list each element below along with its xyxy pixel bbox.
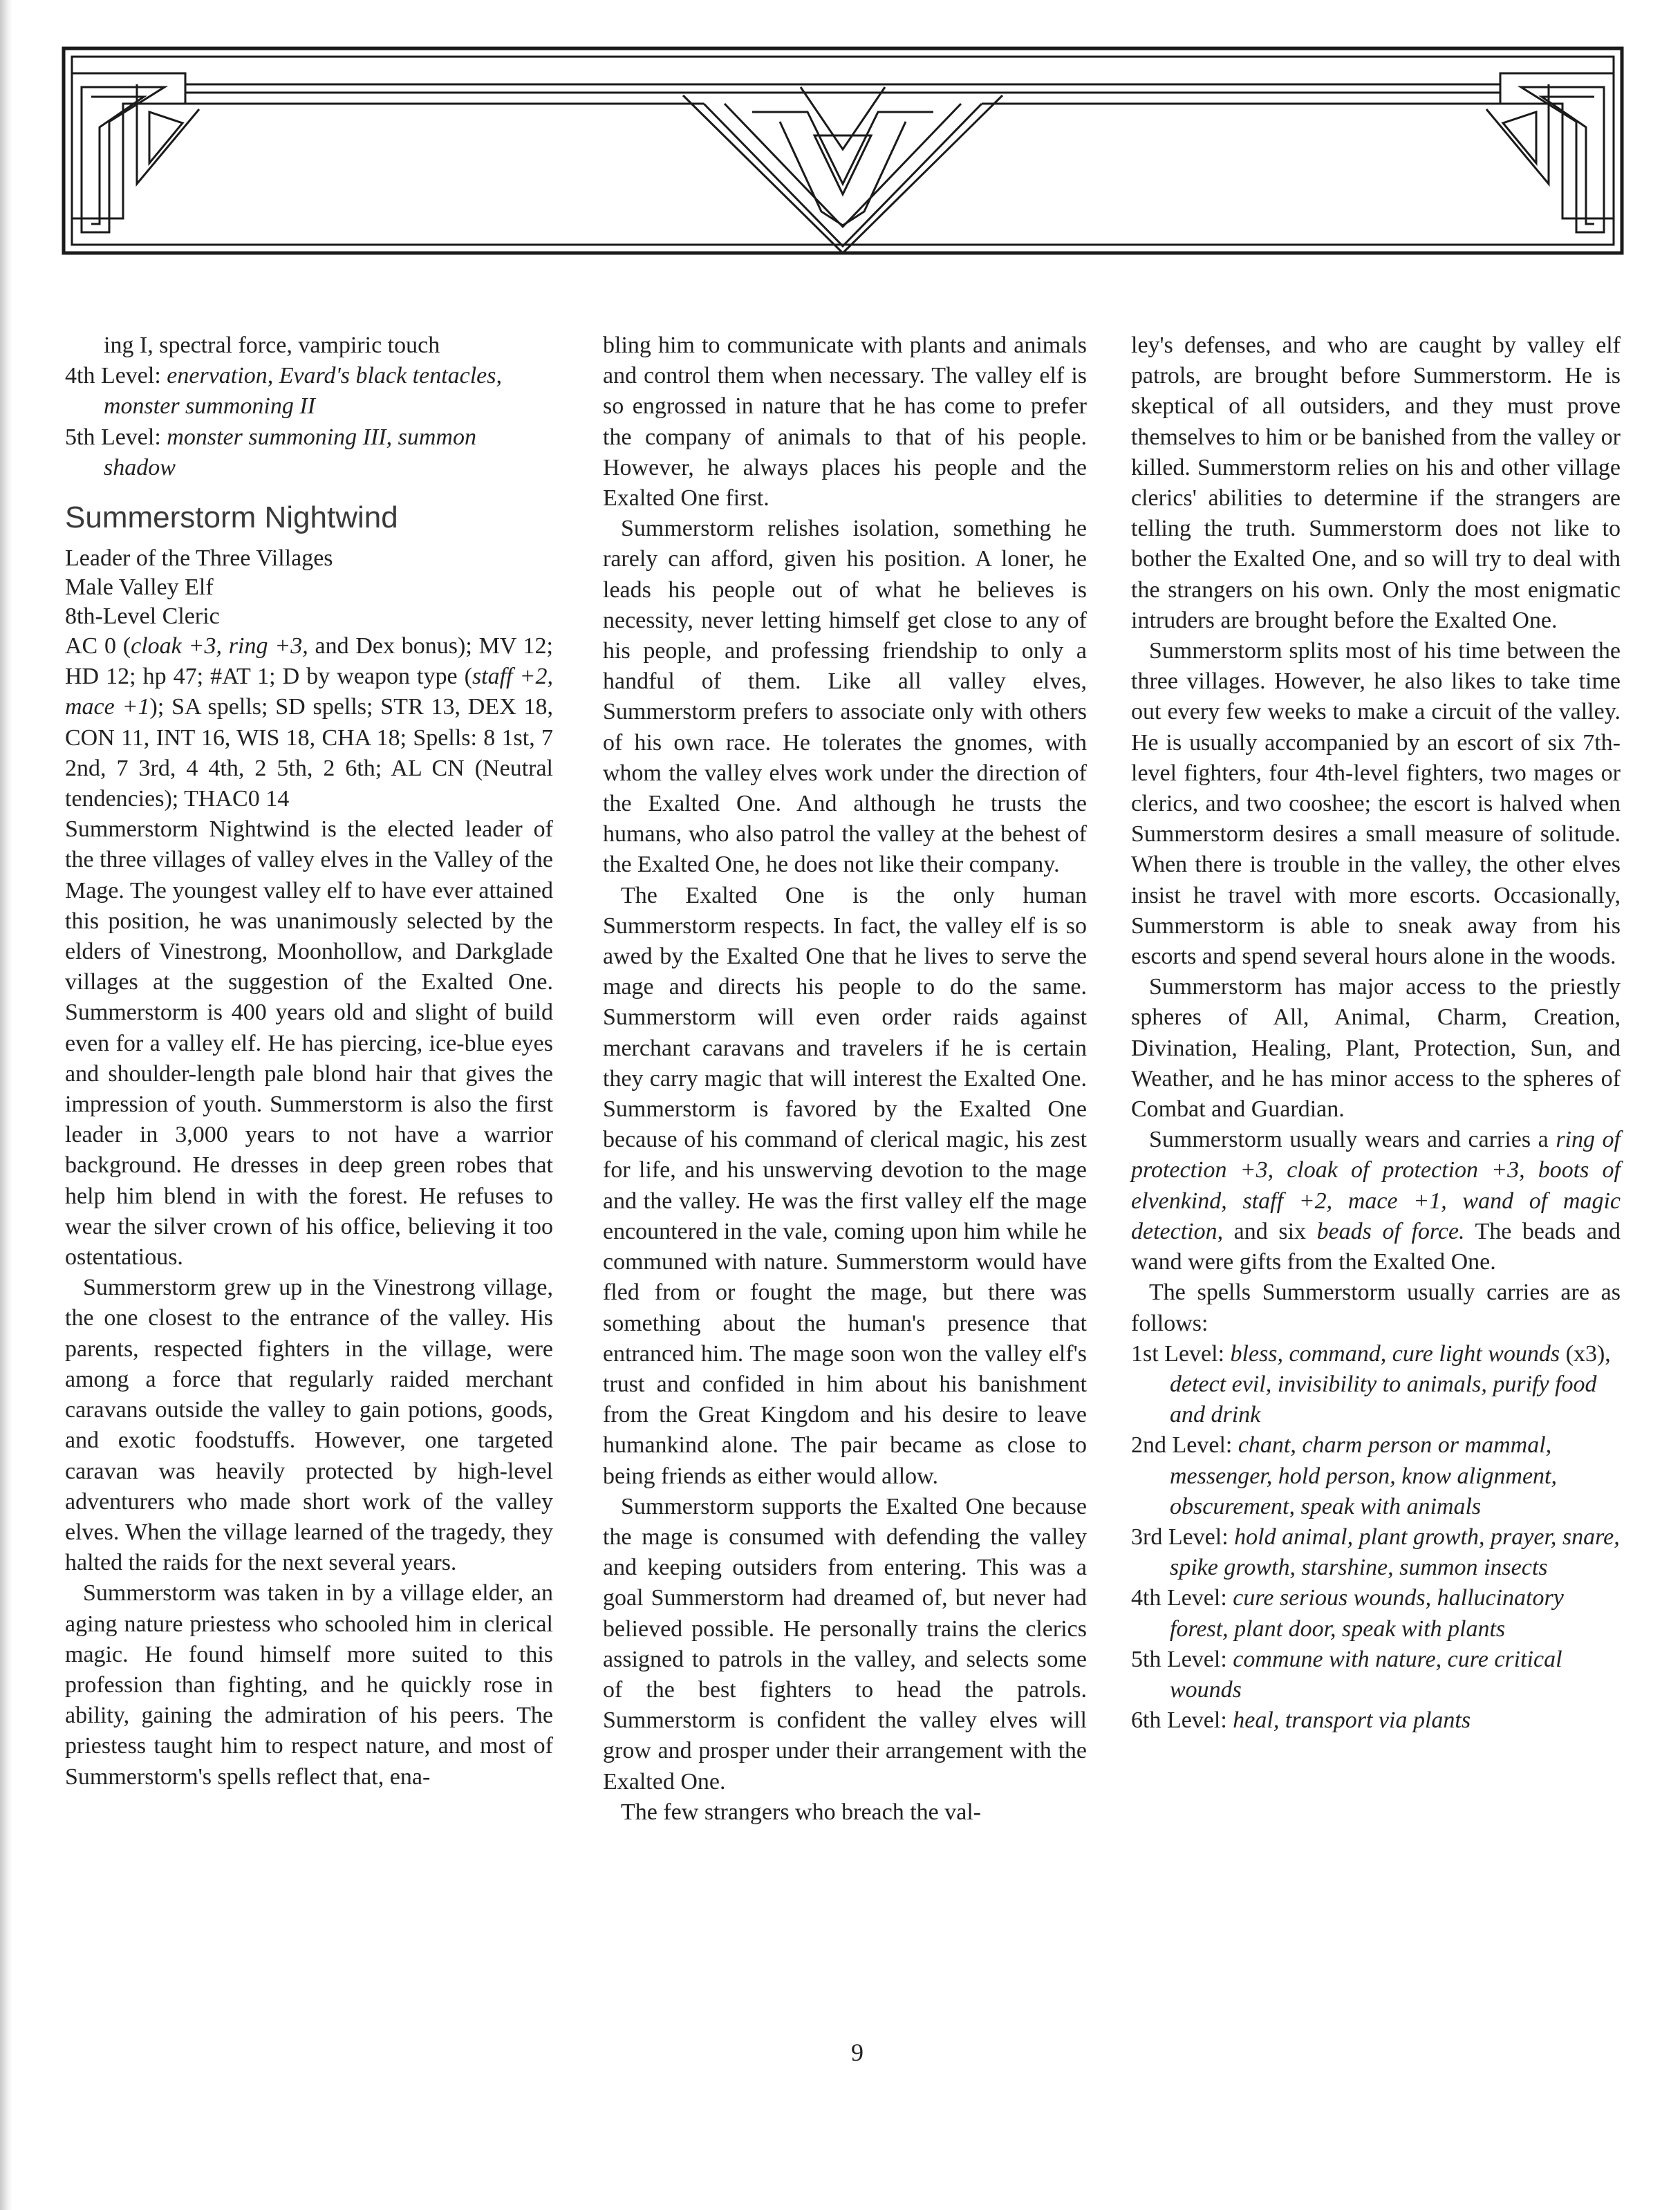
stat-weapons: staff +2, mace +1	[65, 664, 553, 720]
paragraph: ley's defenses, and who are caught by valley elf patrols, are brought before Summerstorm. He is skeptical of all outsiders, and they must prove themselves to him or be banished from the valley or killed. Summerstorm relies on his and other village clerics' abilities to determine if the strangers are telling the truth. Summerstorm does not like to bother the Exalted One, and so will try to deal with the strangers on his own. Only the most enigmatic intruders are brought before the Exalted One.	[1131, 333, 1621, 633]
spell-level-label: 5th Level:	[1131, 1646, 1233, 1672]
paragraph: Summerstorm Nightwind is the elected leader of the three villages of valley elves in the Valley of the Mage. The youngest valley elf to have ever attained this position, he was unanimously selected by the elders of Vinestrong, Moonhollow, and Darkglade villages at the suggestion of the Exalted One. Summerstorm is 400 years old and slight of build even for a valley elf. He has piercing, ice-blue eyes and shoulder-length pale blond hair that gives the impression of youth. Summerstorm is also the first leader in 3,000 years to not have a warrior background. He dresses in deep green robes that help him blend in with the forest. He refuses to wear the silver crown of his office, believing it too ostentatious.	[65, 816, 553, 1271]
stat-text: ); SA spells; SD spells; STR 13, DEX 18, CON 11, INT 16, WIS 18, CHA 18; Spells: 8 1st, 7 2nd, 7 3rd, 4 4th, 2 5th, 2 6th; AL CN (Neutral tendencies); THAC0 14	[65, 694, 553, 812]
spell-level-3rd	[1131, 1522, 1621, 1583]
stat-text: AC 0 (	[65, 633, 131, 659]
paragraph: The few strangers who breach the val-	[621, 1799, 982, 1825]
paragraph: Summerstorm was taken in by a village elder, an aging nature priestess who schooled him in clerical magic. He found himself more suited to this profession than fighting, and he quickly rose in ability, gaining the admiration of his peers. The priestess taught him to respect nature, and most of Summerstorm's spells reflect that, ena-	[65, 1580, 553, 1790]
spell-names: detect evil, invisibility to animals, purify food and drink	[1170, 1371, 1597, 1428]
paragraph: The spells Summerstorm usually carries are as follows:	[1131, 1280, 1621, 1336]
subhead-role: Leader of the Three Villages	[65, 545, 333, 572]
decorative-celtic-border	[61, 46, 1625, 256]
paragraph: Summerstorm supports the Exalted One because the mage is consumed with defending the valley and keeping outsiders from entering. This was a goal Summerstorm had dreamed of, but never had believed possible. He personally trains the clerics assigned to patrols in the valley, and selects some of the best fighters to head the patrols. Summerstorm is confident the valley elves will grow and prosper under their arrangement with the Exalted One.	[603, 1493, 1087, 1795]
text-run: and six	[1223, 1218, 1317, 1244]
stat-text: and Dex bonus); MV 12; HD 12; hp 47; #AT 1; D by weapon type (	[65, 633, 553, 690]
page-edge-shadow	[0, 0, 12, 2210]
spell-level-4th	[1131, 1583, 1621, 1644]
spell-level-label: 1st Level:	[1131, 1340, 1231, 1367]
section-title: Summerstorm Nightwind	[65, 500, 398, 535]
spell-level-label: 3rd Level:	[1131, 1524, 1235, 1550]
spell-names: heal, transport via plants	[1233, 1707, 1471, 1734]
spell-names: enervation, Evard's black tentacles, monster summoning II	[104, 363, 502, 420]
column-middle	[603, 330, 1087, 1828]
spell-level-label: 6th Level:	[1131, 1707, 1233, 1734]
spell-level-6th	[1131, 1705, 1621, 1736]
spell-level-label: 4th Level:	[65, 363, 167, 389]
spell-names: hold animal, plant growth, prayer, snare, spike growth, starshine, summon insects	[1170, 1524, 1620, 1581]
spell-names: chant, charm person or mammal, messenger, hold person, know alignment, obscurement, speak with animals	[1170, 1432, 1558, 1519]
spell-level-2nd	[1131, 1430, 1621, 1522]
spell-list-continued-line: ing I, spectral force, vampiric touch	[104, 333, 440, 358]
column-left	[65, 330, 553, 1792]
spell-level-5th	[65, 422, 553, 483]
column-right	[1131, 330, 1621, 1736]
spell-names: bless, command, cure light wounds	[1230, 1340, 1560, 1367]
paragraph: Summerstorm has major access to the priestly spheres of All, Animal, Charm, Creation, Divination, Healing, Plant, Protection, Sun, and Weather, and he has minor access to the spheres of Combat and Guardian.	[1131, 974, 1621, 1123]
text-run: Summerstorm usually wears and carries a	[1149, 1127, 1556, 1153]
spell-count: (x3),	[1560, 1340, 1611, 1367]
page-number: 9	[851, 2039, 864, 2066]
paragraph: Summerstorm grew up in the Vinestrong village, the one closest to the entrance of the valley. His parents, respected fighters in the village, were among a force that regularly raided merchant caravans outside the valley to gain potions, goods, and exotic foodstuffs. However, one targeted caravan was heavily protected by high-level adventurers who made short work of the valley elves. When the village learned of the tragedy, they halted the raids for the next several years.	[65, 1275, 553, 1576]
paragraph: Summerstorm splits most of his time between the three villages. However, he also likes to take time out every few weeks to make a circuit of the valley. He is usually accompanied by an escort of six 7th-level fighters, four 4th-level fighters, two mages or clerics, and two cooshee; the escort is halved when Summerstorm desires a small measure of solitude. When there is trouble in the valley, the other elves insist he travel with more escorts. Occasionally, Summerstorm is able to sneak away from his escorts and spend several hours alone in the woods.	[1131, 638, 1621, 970]
spell-level-5th	[1131, 1645, 1621, 1705]
spell-names: commune with nature, cure critical wounds	[1170, 1646, 1562, 1703]
item-list: ring of protection +3, cloak of protection +3, boots of elvenkind, staff +2, mace +1, wand of magic detection,	[1131, 1127, 1621, 1244]
paragraph: Summerstorm relishes isolation, something he rarely can afford, given his position. A loner, he leads his people out of what he believes is necessity, never letting himself get close to any of his people, and professing friendship to only a handful of them. Like all valley elves, Summerstorm prefers to associate only with others of his own race. He tolerates the gnomes, with whom the valley elves work under the direction of the Exalted One. And although he trusts the humans, who also patrol the valley at the behest of the Exalted One, he does not like their company.	[603, 516, 1087, 878]
paragraph: bling him to communicate with plants and animals and control them when necessary. The valley elf is so engrossed in nature that he has come to prefer the company of animals to that of his people. However, he always places his people and the Exalted One first.	[603, 333, 1087, 512]
item-name: beads of force.	[1316, 1218, 1465, 1244]
text-run: The beads and wand were gifts from the Exalted One.	[1131, 1218, 1621, 1275]
stat-items: cloak +3, ring +3,	[131, 633, 308, 659]
paragraph: The Exalted One is the only human Summerstorm respects. In fact, the valley elf is so awed by the Exalted One that he lives to serve the mage and directs his people to do the same. Summerstorm will even order raids against merchant caravans and travelers if he is certain they carry magic that will interest the Exalted One. Summerstorm is favored by the Exalted One because of his command of clerical magic, his zest for life, and his unswerving devotion to the mage and the valley. He was the first valley elf the mage encountered in the vale, coming upon him while he communed with nature. Summerstorm would have fled from or fought the mage, but there was something about the human's presence that entranced him. The mage soon won the valley elf's trust and confided in him about his banishment from the Great Kingdom and his desire to leave humankind alone. The pair became as close to being friends as either would allow.	[603, 882, 1087, 1489]
knotwork-border-graphic	[61, 46, 1625, 256]
paragraph	[1131, 1125, 1621, 1277]
spell-level-label: 5th Level:	[65, 424, 167, 450]
stat-block	[65, 631, 553, 814]
spell-names: monster summoning III, summon shadow	[104, 424, 476, 480]
spell-names: cure serious wounds, hallucinatory forest, plant door, speak with plants	[1170, 1585, 1564, 1642]
spell-level-4th	[65, 361, 553, 422]
subhead-race: Male Valley Elf	[65, 574, 214, 601]
spell-level-label: 4th Level:	[1131, 1585, 1233, 1611]
subhead-class: 8th-Level Cleric	[65, 603, 220, 630]
spell-level-1st	[1131, 1339, 1621, 1431]
spell-level-label: 2nd Level:	[1131, 1432, 1238, 1459]
